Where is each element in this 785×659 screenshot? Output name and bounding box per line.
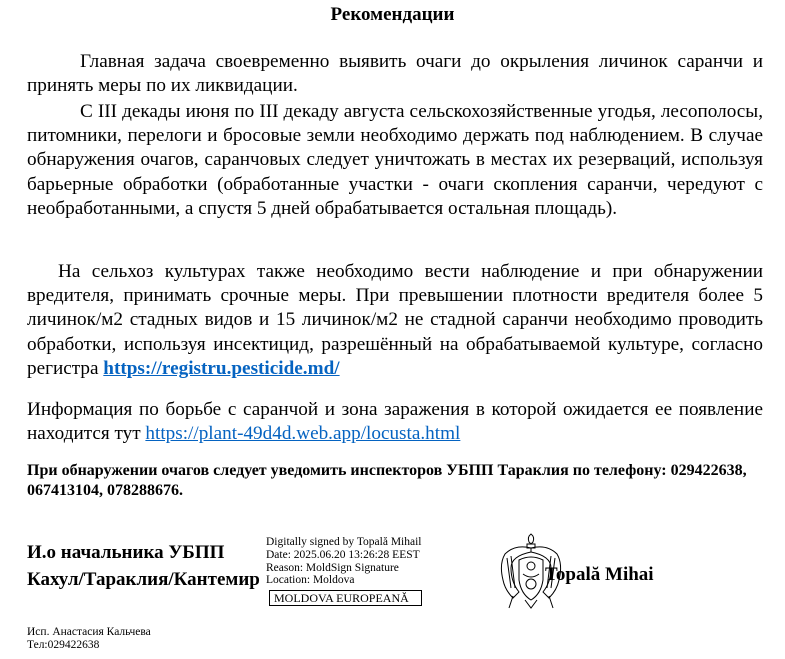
registry-link[interactable]: https://registru.pesticide.md/ (103, 357, 340, 379)
signature-reason: Reason: MoldSign Signature (266, 561, 399, 574)
paragraph-crop-treatment-text: На сельхоз культурах также необходимо вести наблюдение и при обнаружении вредителя, принимать срочные меры. При превышении плотности вредителя более 5 личинок/м2 стадных видов и 15 личинок/м2 не стадной саранчи необходимо проводить обработки, используя инсектицид, разрешённый на обрабатываемой культуре, согласно регистра (27, 261, 763, 379)
paragraph-crop-treatment (27, 260, 763, 381)
digital-signature-block (266, 536, 422, 606)
executor-block (27, 626, 151, 652)
paragraph-monitoring-period: С III декады июня по III декаду августа сельскохозяйственные угодья, лесополосы, питомники, перелоги и бросовые земли необходимо держать под наблюдением. В случае обнаружения очагов, саранчовых следует уничтожать в местах их резерваций, используя барьерные обработки (обработанные участки - очаги скопления саранчи, чередуют с необработанными, а спустя 5 дней обрабатывается остальная площадь). (27, 101, 763, 219)
executor-phone: Тел:029422638 (27, 639, 100, 651)
signature-badge: MOLDOVA EUROPEANĂ (269, 590, 422, 606)
signer-name: Topală Mihai (545, 564, 654, 585)
signatory-position (27, 539, 260, 593)
paragraph-info (27, 398, 763, 446)
paragraph-info-text: Информация по борьбе с саранчой и зона заражения в которой ожидается ее появление находится тут (27, 399, 763, 445)
document-title: Рекомендации (330, 4, 455, 25)
executor-name: Исп. Анастасия Кальчева (27, 626, 151, 638)
signatory-position-line1: И.о начальника УБПП (27, 542, 225, 563)
locusta-map-link[interactable]: https://plant-49d4d.web.app/locusta.html (145, 423, 461, 445)
signature-date: Date: 2025.06.20 13:26:28 EEST (266, 548, 420, 561)
paragraph-main-task: Главная задача своевременно выявить очаги до окрыления личинок саранчи и принять меры по их ликвидации. (27, 51, 763, 97)
notice-text: При обнаружении очагов следует уведомить инспекторов УБПП Тараклия по телефону: 029422638, 067413104, 078288676. (27, 462, 747, 499)
signature-location: Location: Moldova (266, 574, 355, 587)
signatory-position-line2: Кахул/Тараклия/Кантемир (27, 569, 260, 590)
signature-signed-by: Digitally signed by Topală Mihail (266, 536, 422, 548)
